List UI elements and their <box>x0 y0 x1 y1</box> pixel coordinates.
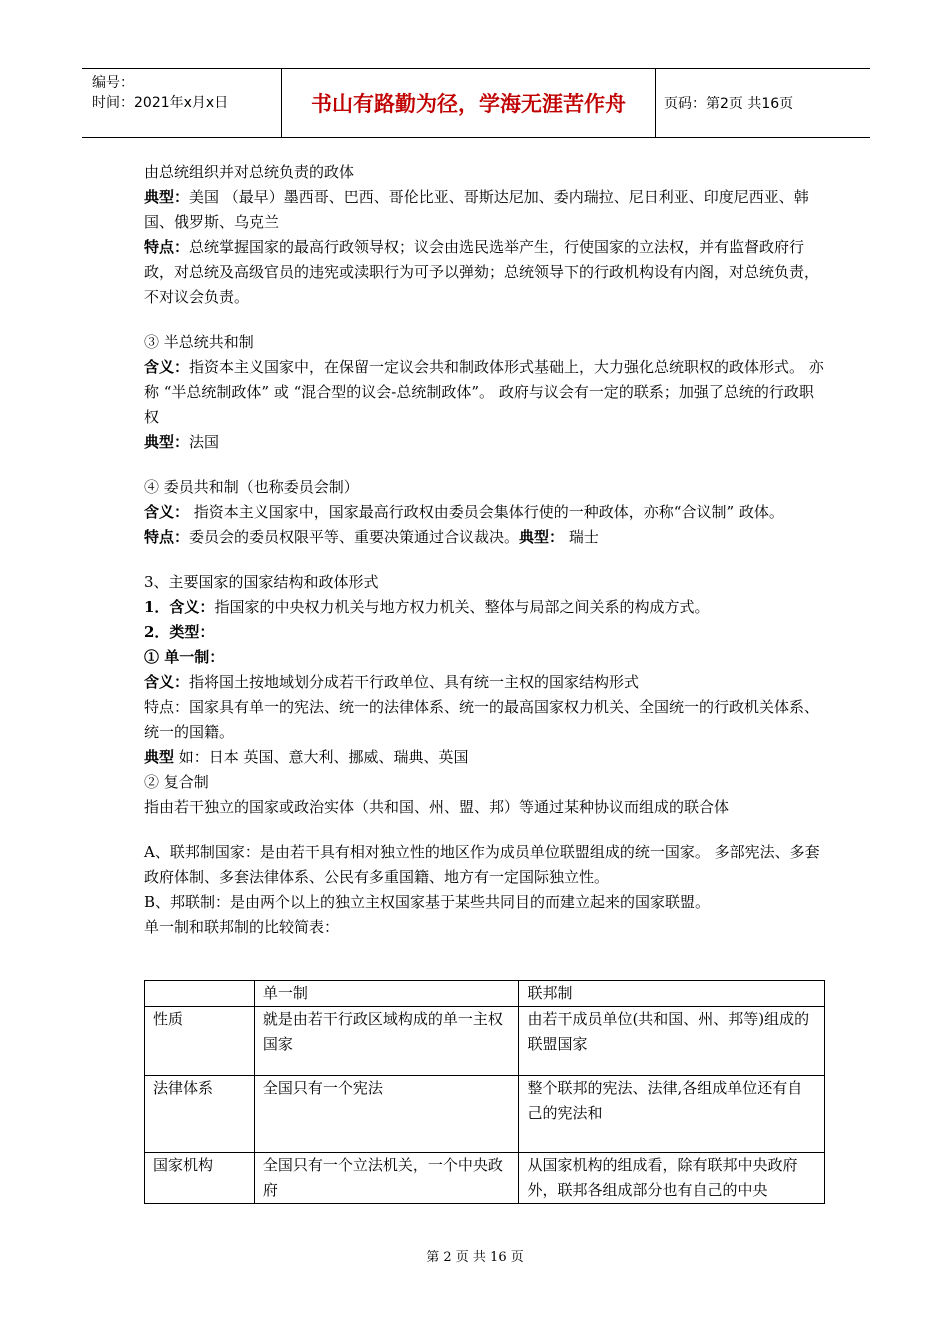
table-row <box>145 1076 825 1153</box>
label: 典型： <box>144 188 190 206</box>
paragraph <box>144 670 824 695</box>
text: 法国 <box>189 433 220 451</box>
table-row <box>145 1153 825 1204</box>
header-meta <box>92 73 228 113</box>
table-cell: 从国家机构的组成看，除有联邦中央政府外，联邦各组成部分也有自己的中央 <box>519 1153 825 1204</box>
paragraph <box>144 355 824 430</box>
text: 瑞士 <box>564 528 599 546</box>
header-page: 页码：第2页 共16页 <box>664 96 794 112</box>
table-cell: 就是由若干行政区域构成的单一主权国家 <box>254 1007 519 1076</box>
paragraph <box>144 745 824 770</box>
paragraph <box>144 430 824 455</box>
table-cell: 联邦制 <box>519 981 825 1007</box>
table-cell: 整个联邦的宪法、法律,各组成单位还有自己的宪法和 <box>519 1076 825 1153</box>
section-heading: ④ 委员共和制（也称委员会制） <box>144 478 359 496</box>
text: 总统掌握国家的最高行政领导权；议会由选民选举产生，行使国家的立法权，并有监督政府行政，对总统及高级官员的违宪或渎职行为可予以弹劾；总统领导下的行政机构设有内阁，对总统负责，不对议会负责。 <box>144 238 820 306</box>
label: 含义： <box>144 673 190 691</box>
paragraph: ② 复合制 <box>144 773 209 791</box>
header-divider <box>655 69 656 137</box>
document-body <box>144 160 824 940</box>
table-cell: 单一制 <box>254 981 519 1007</box>
table-cell: 法律体系 <box>145 1076 255 1153</box>
paragraph: 特点：国家具有单一的宪法、统一的法律体系、统一的最高国家权力机关、全国统一的行政机关体系、统一的国籍。 <box>144 698 820 741</box>
table-cell: 由若干成员单位(共和国、州、邦等)组成的联盟国家 <box>519 1007 825 1076</box>
text: 美国 （最早）墨西哥、巴西、哥伦比亚、哥斯达尼加、委内瑞拉、尼日利亚、印度尼西亚、韩国、俄罗斯、乌克兰 <box>144 188 809 231</box>
comparison-table <box>144 980 825 1204</box>
table-caption: 单一制和联邦制的比较简表： <box>144 918 340 936</box>
section-heading: ③ 半总统共和制 <box>144 333 254 351</box>
label: 2．类型： <box>144 623 215 641</box>
label: 典型 <box>144 748 175 766</box>
table-row <box>145 1007 825 1076</box>
paragraph <box>144 620 824 645</box>
paragraph <box>144 645 824 670</box>
text: 指国家的中央权力机关与地方权力机关、整体与局部之间关系的构成方式。 <box>214 598 710 616</box>
text: 指将国土按地域划分成若干行政单位、具有统一主权的国家结构形式 <box>189 673 640 691</box>
header-number: 编号： <box>92 75 134 91</box>
paragraph <box>144 235 824 310</box>
label: 典型： <box>144 433 190 451</box>
paragraph: 指由若干独立的国家或政治实体（共和国、州、盟、邦）等通过某种协议而组成的联合体 <box>144 798 730 816</box>
table-cell <box>145 981 255 1007</box>
paragraph: 由总统组织并对总统负责的政体 <box>144 163 355 181</box>
paragraph: A、联邦制国家：是由若干具有相对独立性的地区作为成员单位联盟组成的统一国家。 多部宪法、多套政府体制、多套法律体系、公民有多重国籍、地方有一定国际独立性。 <box>144 843 820 886</box>
label: ① 单一制： <box>144 648 225 666</box>
label: 含义： <box>144 503 190 521</box>
text: 指资本主义国家中，国家最高行政权由委员会集体行使的一种政体，亦称“合议制” 政体。 <box>189 503 784 521</box>
section-heading: 3、主要国家的国家结构和政体形式 <box>144 573 379 591</box>
table-header-row <box>145 981 825 1007</box>
paragraph <box>144 595 824 620</box>
label: 典型： <box>519 528 565 546</box>
text: 如：日本 英国、意大利、挪威、瑞典、英国 <box>174 748 469 766</box>
label: 特点： <box>144 528 190 546</box>
table-cell: 全国只有一个宪法 <box>254 1076 519 1153</box>
table-cell: 全国只有一个立法机关，一个中央政府 <box>254 1153 519 1204</box>
paragraph <box>144 500 824 525</box>
header-date: 时间：2021年x月x日 <box>92 95 229 111</box>
label: 特点： <box>144 238 190 256</box>
table-cell: 性质 <box>145 1007 255 1076</box>
paragraph <box>144 185 824 235</box>
text: 指资本主义国家中，在保留一定议会共和制政体形式基础上，大力强化总统职权的政体形式。 亦称 “半总统制政体” 或 “混合型的议会-总统制政体”。 政府与议会有一定的联系；加强了总统的行政职权 <box>144 358 824 426</box>
page-footer: 第 2 页 共 16 页 <box>426 1250 524 1265</box>
paragraph <box>144 525 824 550</box>
label: 1．含义： <box>144 598 215 616</box>
page-header <box>82 68 870 138</box>
paragraph: B、邦联制：是由两个以上的独立主权国家基于某些共同目的而建立起来的国家联盟。 <box>144 893 711 911</box>
header-motto: 书山有路勤为径，学海无涯苦作舟 <box>311 92 626 116</box>
table-cell: 国家机构 <box>145 1153 255 1204</box>
text: 委员会的委员权限平等、重要决策通过合议裁决。 <box>189 528 520 546</box>
label: 含义： <box>144 358 190 376</box>
